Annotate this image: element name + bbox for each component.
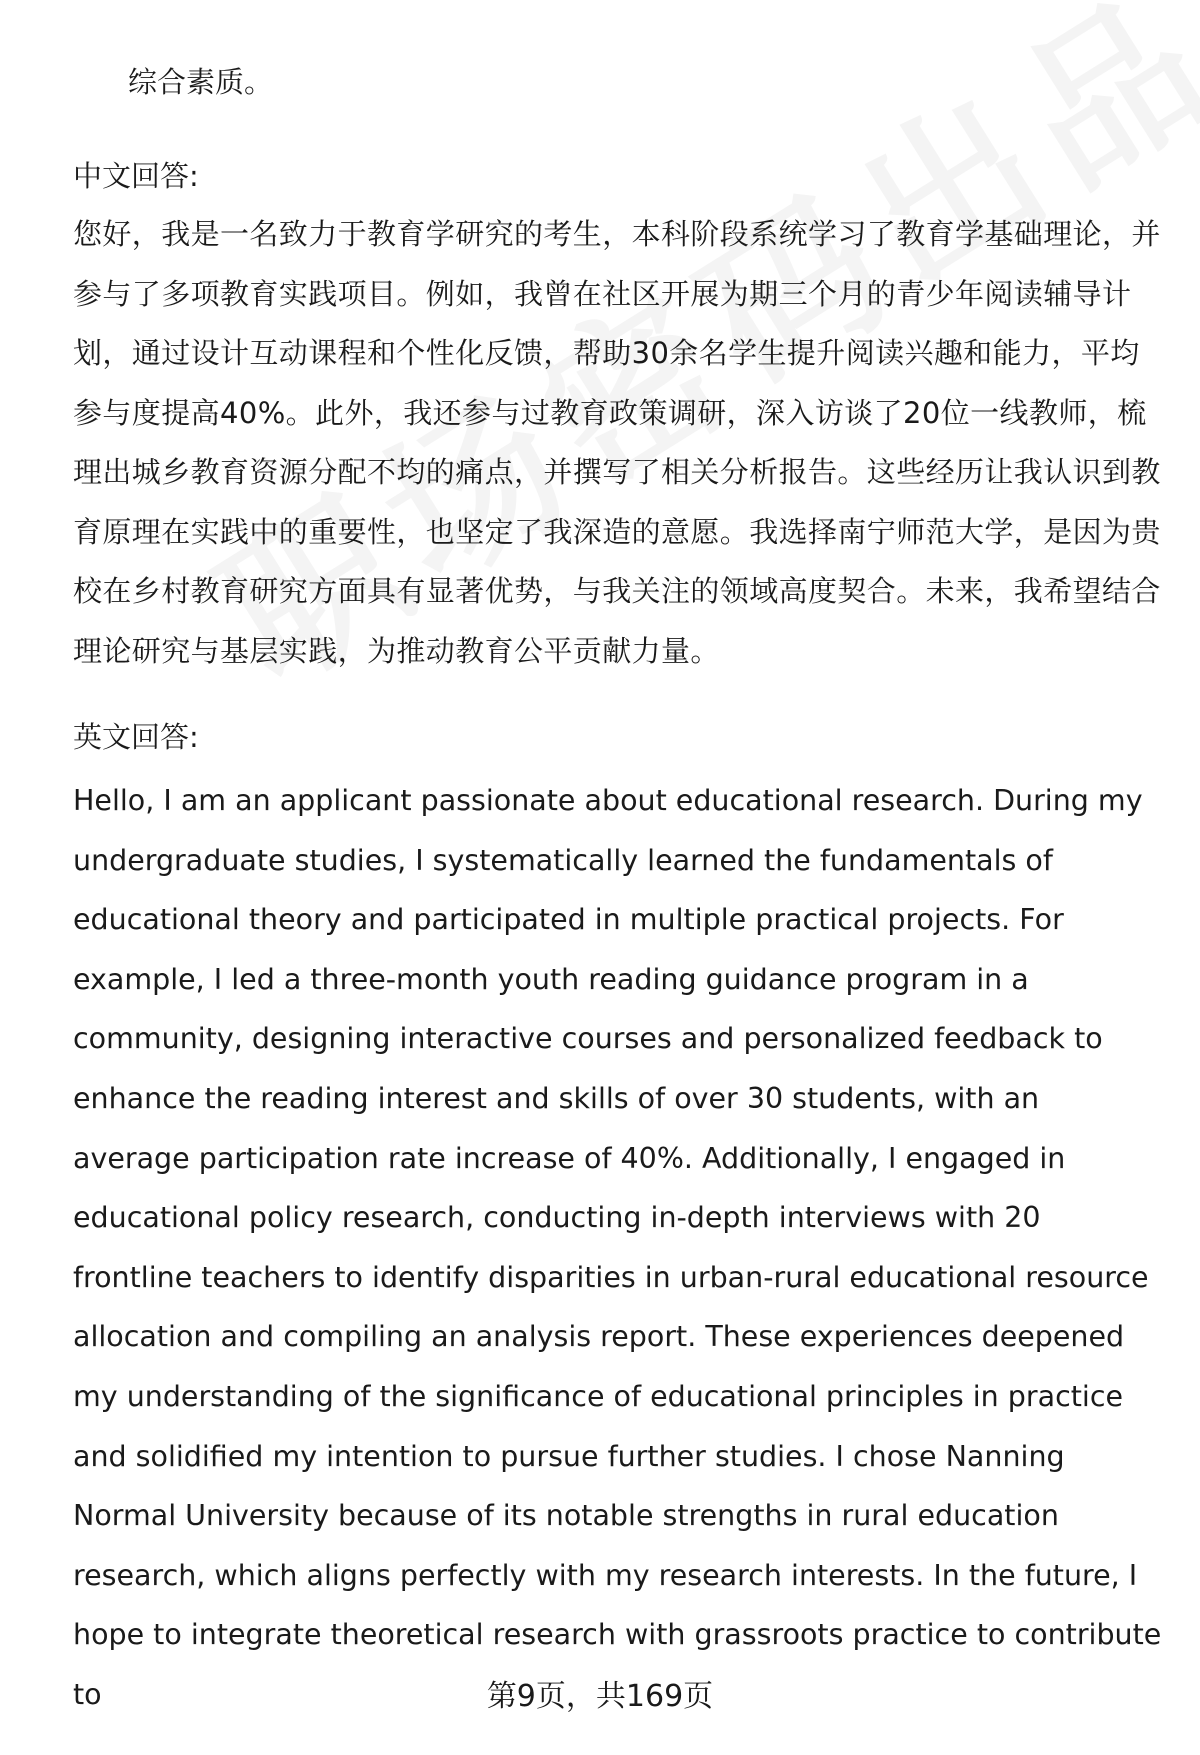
english-answer-body: Hello, I am an applicant passionate about educational research. During my undergraduate studies, I systematically learned the fundamentals of educational theory and participated in multiple practical projects. For example, I led a three-month youth reading guidance program in a community, designing interactive courses and personalized feedback to enhance the reading interest and skills of over 30 students, with an average participation rate increase of 40%. Additionally, I engaged in educational policy research, conducting in-depth interviews with 20 frontline teachers to identify disparities in urban-rural educational resource allocation and compiling an analysis report. These experiences deepened my understanding of the significance of educational principles in practice and solidified my intention to pursue further studies. I chose Nanning Normal University because of its notable strengths in rural education research, which aligns perfectly with my research interests. In the future, I hope to integrate theoretical research with grassroots practice to contribute to: [73, 784, 1162, 1711]
page-number-footer: 第9页，共169页: [486, 1679, 714, 1714]
intro-fragment: 综合素质。: [128, 65, 274, 99]
chinese-answer-body: 您好，我是一名致力于教育学研究的考生，本科阶段系统学习了教育学基础理论，并参与了多项教育实践项目。例如，我曾在社区开展为期三个月的青少年阅读辅导计划，通过设计互动课程和个性化反馈，帮助30余名学生提升阅读兴趣和能力，平均参与度提高40%。此外，我还参与过教育政策调研，深入访谈了20位一线教师，梳理出城乡教育资源分配不均的痛点，并撰写了相关分析报告。这些经历让我认识到教育原理在实践中的重要性，也坚定了我深造的意愿。我选择南宁师范大学，是因为贵校在乡村教育研究方面具有显著优势，与我关注的领域高度契合。未来，我希望结合理论研究与基层实践，为推动教育公平贡献力量。: [73, 217, 1161, 668]
english-answer-heading: 英文回答:: [73, 720, 199, 754]
chinese-answer-heading: 中文回答:: [73, 159, 199, 193]
